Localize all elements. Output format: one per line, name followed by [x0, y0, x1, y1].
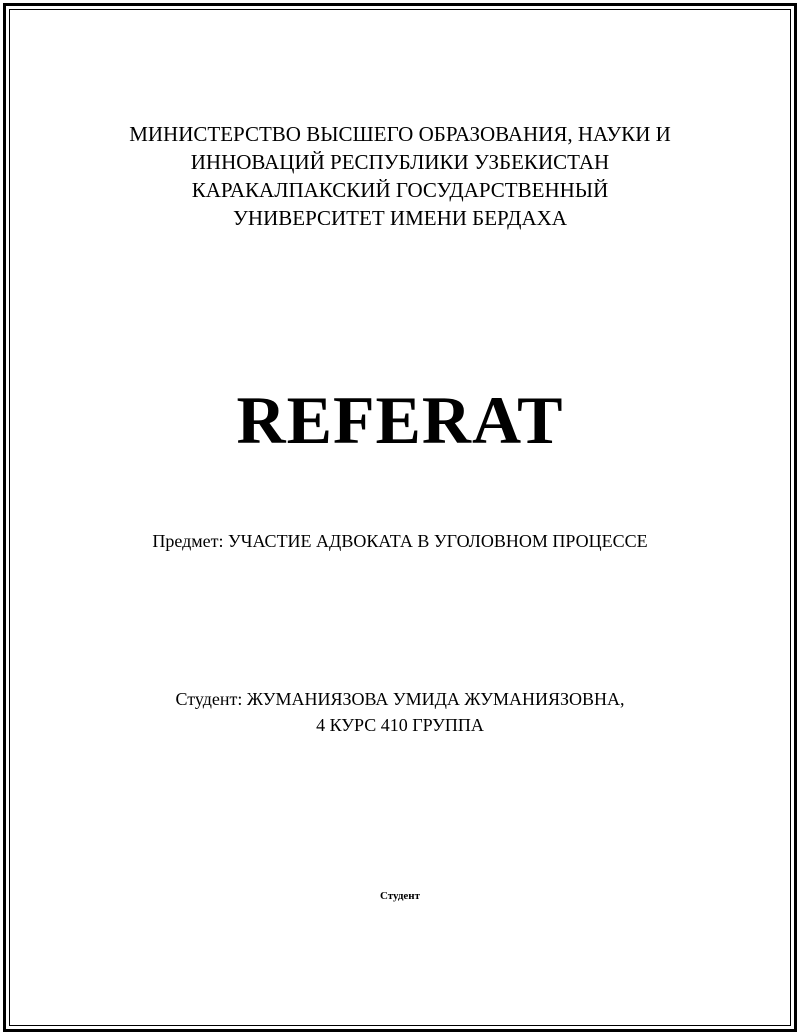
subject-line: [0, 528, 800, 554]
header-line-2: ИННОВАЦИЙ РЕСПУБЛИКИ УЗБЕКИСТАН: [190, 150, 610, 174]
student-info: [0, 686, 800, 738]
header-line-3: КАРАКАЛПАКСКИЙ ГОСУДАРСТВЕННЫЙ: [191, 178, 609, 202]
subject-label: Предмет:: [152, 531, 224, 551]
header-line-1: МИНИСТЕРСТВО ВЫСШЕГО ОБРАЗОВАНИЯ, НАУКИ И: [129, 122, 671, 146]
student-name-line: [0, 686, 800, 712]
student-group: 4 КУРС 410 ГРУППА: [316, 715, 484, 735]
student-name: ЖУМАНИЯЗОВА УМИДА ЖУМАНИЯЗОВНА,: [246, 689, 625, 709]
institution-header: [0, 120, 800, 232]
header-line-4: УНИВЕРСИТЕТ ИМЕНИ БЕРДАХА: [233, 206, 567, 230]
footer-student-label: Студент: [379, 890, 421, 902]
subject-value: УЧАСТИЕ АДВОКАТА В УГОЛОВНОМ ПРОЦЕССЕ: [228, 531, 648, 551]
document-title: REFERAT: [236, 382, 564, 458]
student-label: Студент:: [175, 689, 243, 709]
